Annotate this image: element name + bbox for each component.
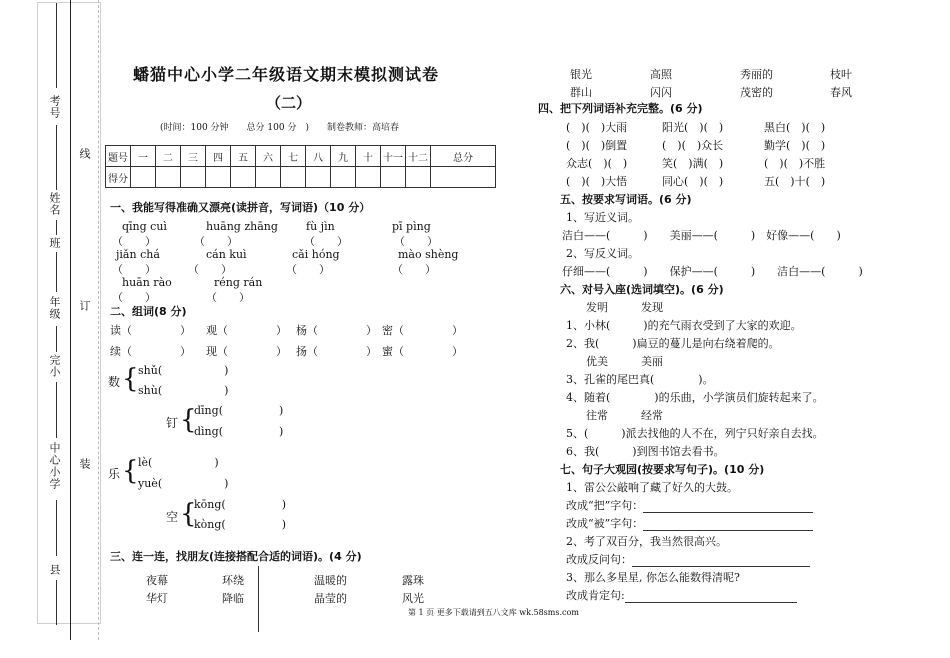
match-word[interactable]: 枝叶	[830, 68, 852, 81]
polyphone-char-kong: 空	[166, 510, 179, 524]
county-line	[56, 580, 57, 625]
pinyin-item: cǎi hóng	[292, 248, 340, 261]
polyphone-char-ding: 钉	[166, 416, 179, 430]
match-word[interactable]: 秀丽的	[740, 68, 773, 81]
score-input-cell[interactable]	[156, 167, 181, 188]
match-word[interactable]: 群山	[570, 86, 592, 99]
word-char: 观	[206, 324, 217, 337]
pinyin-item: jiǎn chá	[116, 248, 160, 261]
match-word[interactable]: 华灯	[146, 592, 168, 605]
match-word[interactable]: 夜幕	[146, 574, 168, 587]
match-word[interactable]: 闪闪	[650, 86, 672, 99]
county-label: 县	[48, 564, 61, 576]
score-input-cell[interactable]	[406, 167, 431, 188]
match-word[interactable]: 春风	[830, 86, 852, 99]
name-line	[56, 220, 57, 235]
score-table-score-row	[106, 167, 496, 188]
pinyin-item: huāng zhāng	[206, 220, 278, 233]
brace-icon: {	[122, 364, 139, 394]
match-word[interactable]: 银光	[570, 68, 592, 81]
answer-paren[interactable]: （ ）	[286, 263, 330, 276]
fill-question[interactable]: 3、孔雀的尾巴真( )。	[566, 373, 714, 386]
polyphone-reading: dīng( )	[194, 404, 284, 417]
cut-line	[98, 0, 99, 640]
cut-label-xian: 线	[78, 148, 91, 160]
word-group-item: 读（ ）	[110, 324, 191, 337]
score-table-header-row	[106, 146, 496, 167]
pinyin-label: dīng	[194, 404, 219, 417]
polyphone-reading: lè( )	[138, 456, 219, 469]
pinyin-item: pī pìng	[392, 220, 431, 233]
page-footer: 第 1 页 更多下载请到五八文库 wk.58sms.com	[408, 608, 579, 617]
brace-icon: {	[122, 456, 139, 486]
antonym-line[interactable]: 仔细——( ) 保护——( ) 洁白——( )	[562, 265, 863, 278]
center-school-line	[56, 500, 57, 556]
idiom-item[interactable]: ( )( )不胜	[764, 157, 826, 170]
pinyin-item: mào shèng	[398, 248, 459, 261]
score-input-cell[interactable]	[131, 167, 156, 188]
score-cell: 十	[356, 146, 381, 167]
idiom-item[interactable]: 同心( )( )	[662, 175, 724, 188]
answer-paren[interactable]: （ ）	[188, 263, 232, 276]
score-cell: 六	[256, 146, 281, 167]
sentence: 1、雷公公敲响了藏了好久的大鼓。	[566, 481, 738, 494]
answer-line[interactable]	[625, 590, 797, 603]
section5-heading: 五、按要求写词语。(6 分)	[560, 193, 692, 206]
idiom-item[interactable]: 勤学( )( )	[764, 139, 826, 152]
page-title: 蟠猫中心小学二年级语文期末模拟测试卷	[133, 65, 440, 84]
word-choices: 往常 经常	[586, 409, 663, 422]
answer-paren[interactable]: （ ）	[392, 263, 436, 276]
answer-line[interactable]	[632, 554, 810, 567]
score-input-cell[interactable]	[181, 167, 206, 188]
exam-number-line	[56, 3, 57, 88]
score-input-cell[interactable]	[381, 167, 406, 188]
match-word[interactable]: 降临	[222, 592, 244, 605]
brace-icon: {	[180, 405, 197, 435]
idiom-item[interactable]: ( )( )倒置	[566, 139, 628, 152]
rewrite-line	[566, 515, 813, 531]
pinyin-item: qīng cuì	[122, 220, 167, 233]
section2-heading: 二、组词(8 分)	[110, 305, 187, 318]
word-group-item: 现（ ）	[206, 345, 287, 358]
match-word[interactable]: 风光	[402, 592, 424, 605]
idiom-item[interactable]: 五( )十( )	[764, 175, 826, 188]
score-input-cell[interactable]	[256, 167, 281, 188]
rewrite-label: 改成“被”字句：	[566, 517, 644, 530]
class-line	[56, 252, 57, 292]
answer-paren[interactable]: （ ）	[304, 235, 348, 248]
word-group-item: 观（ ）	[206, 324, 287, 337]
exam-number-line-2	[56, 125, 57, 190]
exam-number-label: 考号	[48, 95, 61, 119]
word-char: 续	[110, 345, 121, 358]
pinyin-label: lè	[138, 456, 149, 469]
center-school-label: 中心小学	[48, 442, 61, 490]
idiom-item[interactable]: 众志( )( )	[566, 157, 628, 170]
fill-question[interactable]: 1、小林( )的充气雨衣受到了大家的欢迎。	[566, 319, 802, 332]
page-subtitle: （二）	[266, 94, 312, 112]
score-cell: 七	[281, 146, 306, 167]
school-line	[56, 382, 57, 438]
score-cell: 二	[156, 146, 181, 167]
score-cell: 一	[131, 146, 156, 167]
score-input-cell[interactable]	[356, 167, 381, 188]
grade-line	[56, 326, 57, 352]
section4-heading: 四、把下列词语补充完整。(6 分)	[538, 102, 703, 115]
score-cell: 十二	[406, 146, 431, 167]
polyphone-reading: kōng( )	[194, 498, 287, 511]
school-label: 完小	[48, 354, 61, 378]
idiom-item[interactable]: 笑( )满( )	[662, 157, 724, 170]
rewrite-line	[566, 497, 813, 513]
match-word[interactable]: 茂密的	[740, 86, 773, 99]
score-input-cell[interactable]	[431, 167, 496, 188]
word-char: 读	[110, 324, 121, 337]
synonym-line[interactable]: 洁白——( ) 美丽——( ) 好像——( )	[562, 229, 841, 242]
section7-heading: 七、句子大观园(按要求写句子)。(10 分)	[560, 463, 765, 476]
score-cell: 九	[331, 146, 356, 167]
section6-heading: 六、对号入座(选词填空)。(6 分)	[560, 283, 724, 296]
idiom-item[interactable]: ( )( )众长	[662, 139, 724, 152]
idiom-item[interactable]: 黑白( )( )	[764, 121, 826, 134]
word-group-item: 扬（ ）	[296, 345, 377, 358]
word-choices: 优美 美丽	[586, 355, 663, 368]
score-cell: 总分	[431, 146, 496, 167]
score-cell: 十一	[381, 146, 406, 167]
word-group-item: 蜜（ ）	[382, 345, 463, 358]
pinyin-item: cán kuì	[206, 248, 247, 261]
polyphone-reading: kòng( )	[194, 518, 287, 531]
brace-icon: {	[180, 499, 197, 529]
pinyin-label: shù	[138, 384, 158, 397]
score-cell: 四	[206, 146, 231, 167]
section5-item: 2、写反义词。	[566, 247, 639, 260]
score-cell: 八	[306, 146, 331, 167]
answer-paren[interactable]: （ ）	[112, 235, 156, 248]
name-label: 姓名	[48, 192, 61, 216]
match-word[interactable]: 露珠	[402, 574, 424, 587]
score-table	[105, 145, 496, 188]
word-group-item: 续（ ）	[110, 345, 191, 358]
sentence: 3、那么多星星, 你怎么能数得清呢?	[566, 571, 740, 584]
idiom-item[interactable]: ( )( )大雨	[566, 121, 628, 134]
score-input-cell[interactable]	[306, 167, 331, 188]
cut-label-ding: 订	[78, 300, 91, 312]
polyphone-reading: shǔ( )	[138, 364, 229, 377]
rewrite-line	[566, 551, 810, 567]
polyphone-reading: dìng( )	[194, 425, 284, 438]
pinyin-label: yuè	[138, 477, 158, 490]
idiom-item[interactable]: ( )( )大悟	[566, 175, 628, 188]
fill-question[interactable]: 5、( )派去找他的人不在，列宁只好亲自去找。	[566, 427, 824, 440]
rewrite-label: 改成反问句：	[566, 553, 632, 566]
pinyin-item: fù jìn	[306, 220, 335, 233]
idiom-item[interactable]: 阳光( )( )	[662, 121, 724, 134]
grade-label: 年级	[48, 296, 61, 320]
class-label: 班	[48, 237, 61, 249]
score-row-label: 得分	[106, 167, 131, 188]
word-char: 密	[382, 324, 393, 337]
word-group-item: 密（ ）	[382, 324, 463, 337]
answer-paren[interactable]: （ ）	[194, 235, 238, 248]
sentence: 2、考了双百分，我当然很高兴。	[566, 535, 727, 548]
score-input-cell[interactable]	[331, 167, 356, 188]
section5-item: 1、写近义词。	[566, 211, 639, 224]
rewrite-label: 改成“把”字句：	[566, 499, 644, 512]
pinyin-item: réng rán	[214, 276, 263, 289]
answer-paren[interactable]: （ ）	[206, 291, 250, 304]
word-choices: 发明 发现	[586, 301, 663, 314]
column-divider	[258, 566, 259, 632]
cut-label-zhuang: 装	[78, 458, 91, 470]
answer-line[interactable]	[643, 500, 813, 513]
score-cell: 三	[181, 146, 206, 167]
match-word[interactable]: 高照	[650, 68, 672, 81]
polyphone-char-shu: 数	[108, 375, 121, 389]
rewrite-label: 改成肯定句:	[566, 589, 625, 602]
fill-question[interactable]: 2、我( )扁豆的蔓儿是向右绕着爬的。	[566, 337, 780, 350]
score-input-cell[interactable]	[281, 167, 306, 188]
answer-paren[interactable]: （ ）	[112, 291, 156, 304]
word-group-item: 杨（ ）	[296, 324, 377, 337]
word-char: 杨	[296, 324, 307, 337]
rewrite-line	[566, 587, 797, 603]
score-input-cell[interactable]	[206, 167, 231, 188]
match-word[interactable]: 晶莹的	[314, 592, 347, 605]
word-char: 现	[206, 345, 217, 358]
answer-line[interactable]	[643, 518, 813, 531]
answer-paren[interactable]: （ ）	[394, 235, 438, 248]
score-cell: 五	[231, 146, 256, 167]
fill-question[interactable]: 6、我( )到图书馆去看书。	[566, 445, 725, 458]
exam-info: (时间：100 分钟 总分 100 分 ) 制卷教师：高培春	[160, 123, 399, 133]
fill-question[interactable]: 4、随着( )的乐曲，小学演员们旋转起来了。	[566, 391, 824, 404]
binding-line	[70, 0, 71, 640]
word-char: 蜜	[382, 345, 393, 358]
answer-paren[interactable]: （ ）	[112, 263, 156, 276]
pinyin-label: kòng	[194, 518, 222, 531]
pinyin-item: huān rào	[122, 276, 172, 289]
polyphone-reading: shù( )	[138, 384, 229, 397]
pinyin-label: shǔ	[138, 364, 158, 377]
score-input-cell[interactable]	[231, 167, 256, 188]
score-cell: 题号	[106, 146, 131, 167]
match-word[interactable]: 温暖的	[314, 574, 347, 587]
pinyin-label: dìng	[194, 425, 219, 438]
match-word[interactable]: 环绕	[222, 574, 244, 587]
polyphone-char-le: 乐	[108, 467, 121, 481]
word-char: 扬	[296, 345, 307, 358]
section3-heading: 三、连一连，找朋友(连接搭配合适的词语)。(4 分)	[110, 550, 362, 563]
pinyin-label: kōng	[194, 498, 222, 511]
polyphone-reading: yuè( )	[138, 477, 229, 490]
section1-heading: 一、我能写得准确又漂亮(读拼音，写词语)（10 分）	[110, 201, 371, 214]
